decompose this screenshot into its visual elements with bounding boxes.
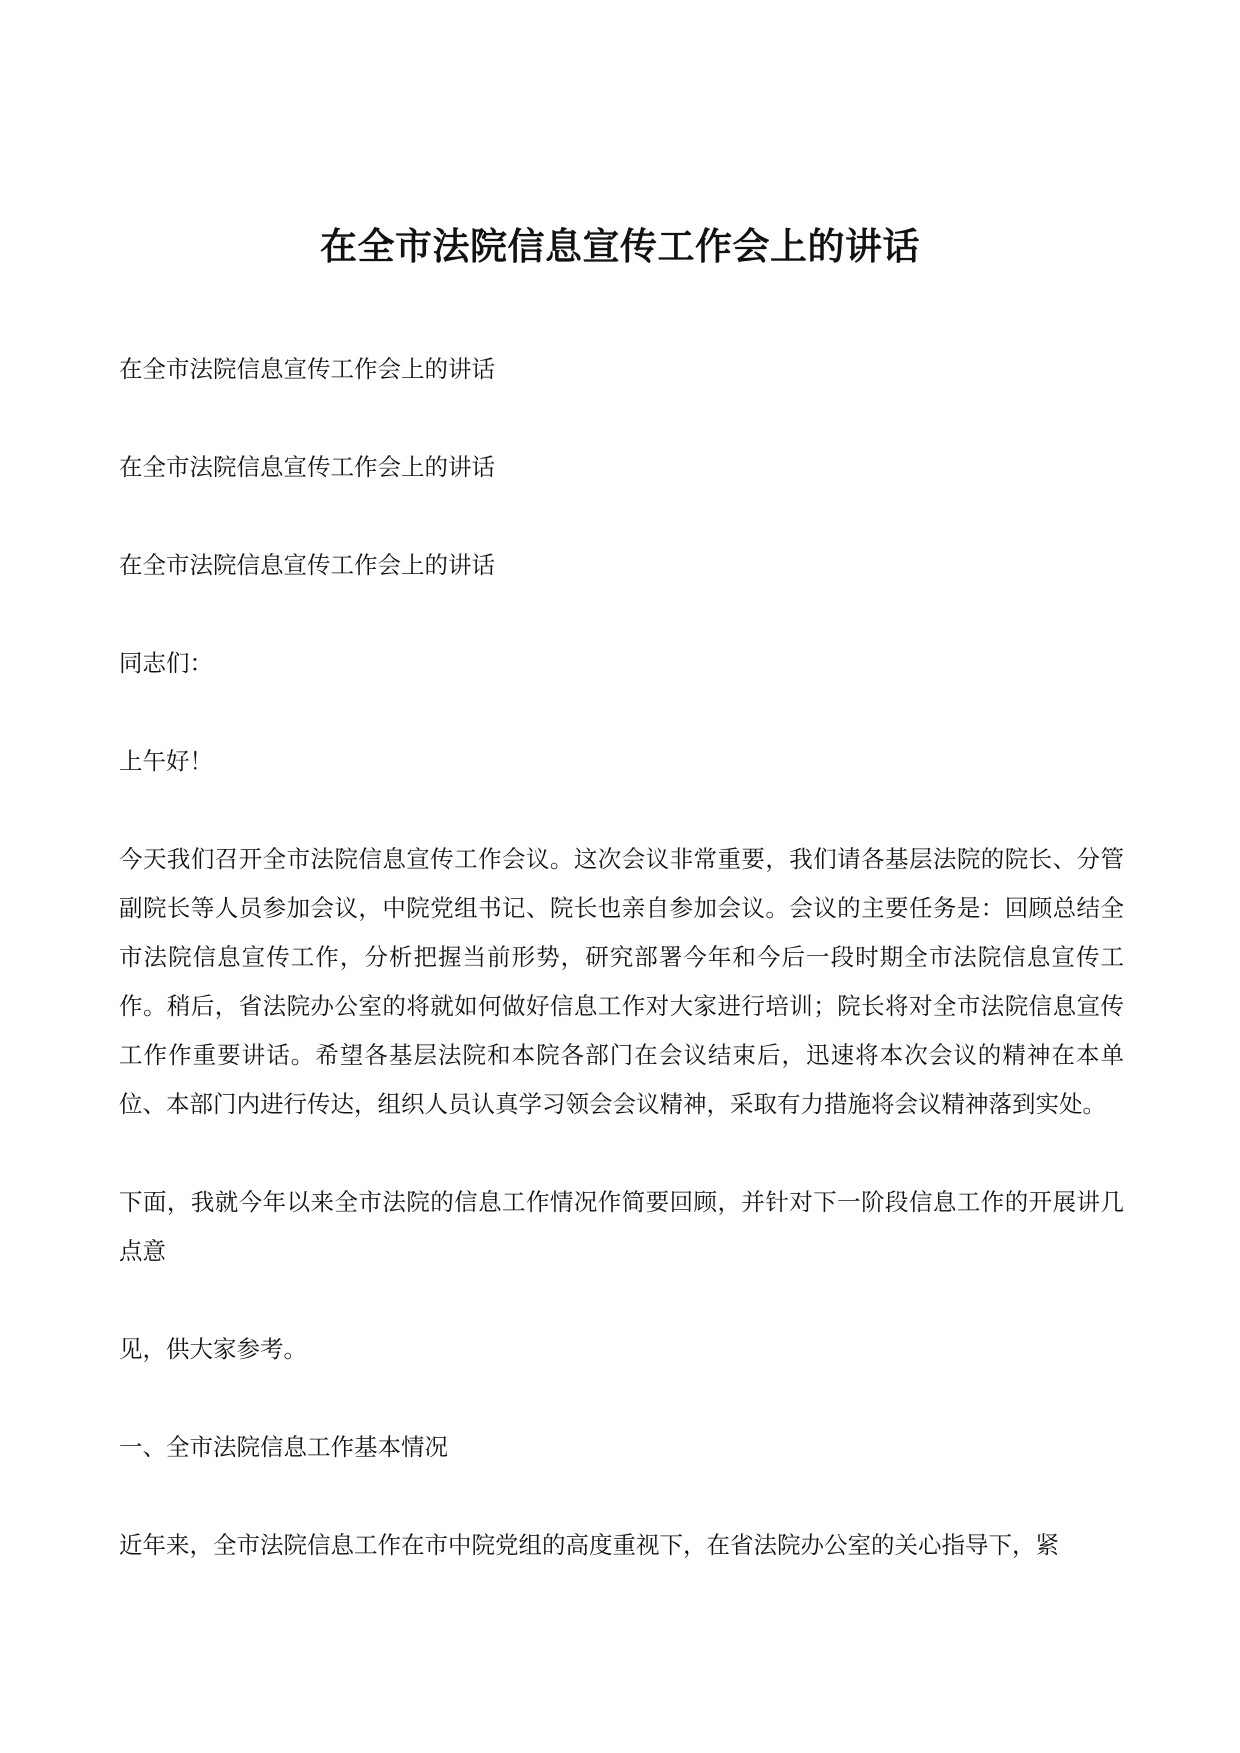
paragraph-subtitle-3: 在全市法院信息宣传工作会上的讲话 <box>119 551 495 579</box>
document-title: 在全市法院信息宣传工作会上的讲话 <box>320 224 920 268</box>
paragraph-greeting: 上午好！ <box>119 747 213 775</box>
paragraph-section-1-body: 近年来，全市法院信息工作在市中院党组的高度重视下，在省法院办公室的关心指导下，紧 <box>119 1531 1059 1559</box>
paragraph-meeting-intro: 今天我们召开全市法院信息宣传工作会议。这次会议非常重要，我们请各基层法院的院长、分管副院长等人员参加会议，中院党组书记、院长也亲自参加会议。会议的主要任务是：回顾总结全市法院信息宣传工作，分析把握当前形势，研究部署今年和今后一段时期全市法院信息宣传工作。稍后，省法院办公室的将就如何做好信息工作对大家进行培训；院长将对全市法院信息宣传工作作重要讲话。希望各基层法院和本院各部门在会议结束后，迅速将本次会议的精神在本单位、本部门内进行传达，组织人员认真学习领会会议精神，采取有力措施将会议精神落到实处。 <box>119 845 1124 1118</box>
paragraph-salutation: 同志们： <box>119 649 213 677</box>
paragraph-subtitle-1: 在全市法院信息宣传工作会上的讲话 <box>119 355 495 383</box>
document-body <box>119 345 1124 1619</box>
section-heading-1: 一、全市法院信息工作基本情况 <box>119 1433 448 1461</box>
paragraph-outline-continued: 见，供大家参考。 <box>119 1335 307 1363</box>
paragraph-subtitle-2: 在全市法院信息宣传工作会上的讲话 <box>119 453 495 481</box>
paragraph-outline: 下面，我就今年以来全市法院的信息工作情况作简要回顾，并针对下一阶段信息工作的开展讲几点意 <box>119 1188 1124 1265</box>
